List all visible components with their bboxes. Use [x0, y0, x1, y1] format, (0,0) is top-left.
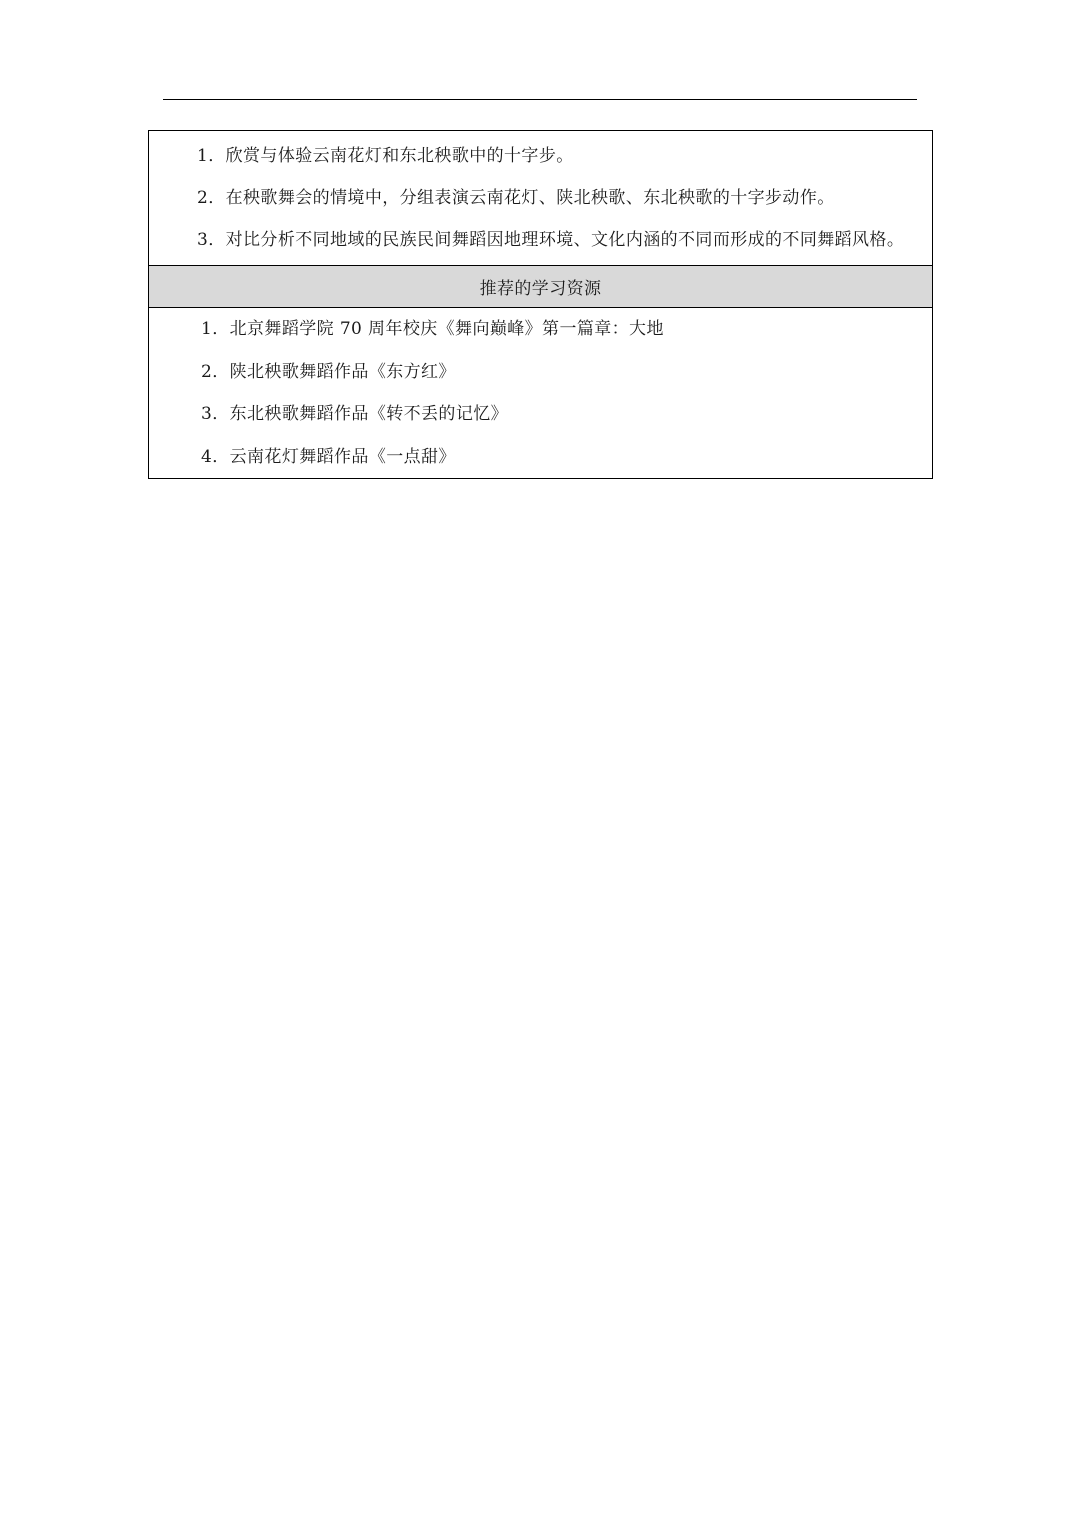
- activity-item: 2．在秧歌舞会的情境中，分组表演云南花灯、陕北秧歌、东北秧歌的十字步动作。: [197, 188, 835, 208]
- resource-item: 2．陕北秧歌舞蹈作品《东方红》: [201, 361, 456, 382]
- activity-item: 1．欣赏与体验云南花灯和东北秧歌中的十字步。: [197, 146, 574, 166]
- resources-header: 推荐的学习资源: [149, 265, 932, 308]
- resource-item: 1．北京舞蹈学院 70 周年校庆《舞向巅峰》第一篇章：大地: [201, 319, 664, 339]
- activities-section: [149, 131, 932, 265]
- lesson-table: [148, 130, 933, 479]
- page-header-rule: [163, 99, 917, 100]
- resource-item: 3．东北秧歌舞蹈作品《转不丢的记忆》: [201, 404, 509, 424]
- resources-section: [149, 308, 932, 478]
- resource-item: 4．云南花灯舞蹈作品《一点甜》: [201, 446, 456, 467]
- activity-item: 3．对比分析不同地域的民族民间舞蹈因地理环境、文化内涵的不同而形成的不同舞蹈风格。: [197, 230, 905, 250]
